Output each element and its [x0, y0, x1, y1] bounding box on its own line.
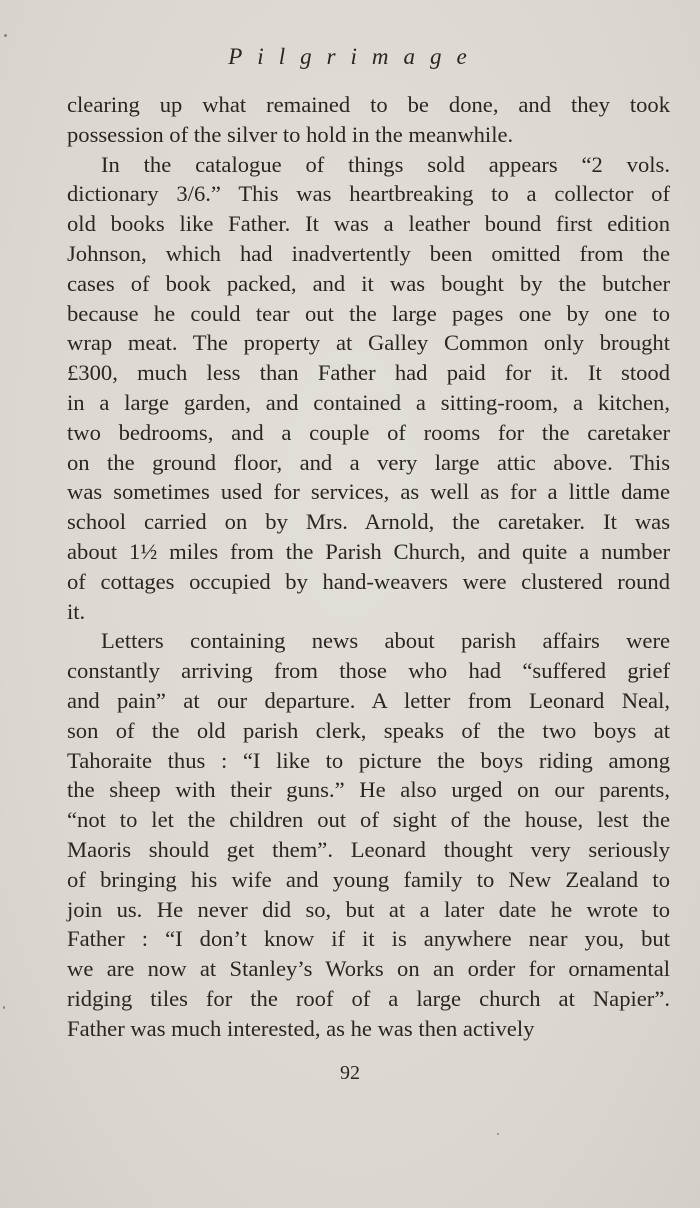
text-line: old books like Father. It was a leather bound first edition	[67, 211, 670, 237]
text-line: we are now at Stanley’s Works on an order for ornamental	[67, 956, 670, 982]
paragraph	[67, 90, 670, 150]
text-line: of bringing his wife and young family to New Zealand to	[67, 866, 670, 892]
text-line: was sometimes used for services, as well as for a little dame	[67, 479, 670, 505]
text-line: In the catalogue of things sold appears “2 vols.	[101, 151, 670, 177]
text-line: Father was much interested, as he was then actively	[67, 1015, 535, 1041]
text-line: cases of book packed, and it was bought by the butcher	[67, 270, 670, 296]
text-line: on the ground floor, and a very large attic above. This	[67, 449, 670, 475]
text-line: dictionary 3/6.” This was heartbreaking to a collector of	[67, 181, 670, 207]
body-text	[67, 90, 670, 1044]
text-line: and pain” at our departure. A letter from Leonard Neal,	[67, 687, 670, 713]
text-line: Johnson, which had inadvertently been omitted from the	[67, 240, 670, 266]
text-line: two bedrooms, and a couple of rooms for the caretaker	[67, 419, 670, 445]
text-line: £300, much less than Father had paid for it. It stood	[67, 360, 670, 386]
text-line: in a large garden, and contained a sitting-room, a kitchen,	[67, 389, 670, 415]
text-line: it.	[67, 598, 86, 624]
text-line: because he could tear out the large pages one by one to	[67, 300, 670, 326]
text-line: the sheep with their guns.” He also urged on our parents,	[67, 777, 670, 803]
text-line: wrap meat. The property at Galley Common only brought	[67, 330, 670, 356]
text-line: possession of the silver to hold in the meanwhile.	[67, 121, 514, 147]
paragraph	[67, 626, 670, 1043]
text-line: about 1½ miles from the Parish Church, and quite a number	[67, 538, 670, 564]
text-line: join us. He never did so, but at a later date he wrote to	[67, 896, 670, 922]
paper-speck	[4, 34, 7, 37]
text-line: son of the old parish clerk, speaks of the two boys at	[67, 717, 670, 743]
text-line: Father : “I don’t know if it is anywhere near you, but	[67, 926, 670, 952]
text-line: ridging tiles for the roof of a large church at Napier”.	[67, 985, 670, 1011]
text-line: Maoris should get them”. Leonard thought very seriously	[67, 836, 670, 862]
running-head: Pilgrimage	[228, 44, 482, 69]
text-line: constantly arriving from those who had “suffered grief	[67, 658, 670, 684]
text-line: clearing up what remained to be done, and they took	[67, 92, 670, 117]
text-line: Tahoraite thus : “I like to picture the boys riding among	[67, 747, 670, 773]
text-line: Letters containing news about parish affairs were	[101, 628, 670, 654]
text-line: school carried on by Mrs. Arnold, the caretaker. It was	[67, 509, 670, 535]
page-number: 92	[340, 1062, 360, 1084]
paper-speck	[497, 1133, 499, 1135]
text-line: of cottages occupied by hand-weavers were clustered round	[67, 568, 670, 594]
paragraph	[67, 150, 670, 627]
text-line: “not to let the children out of sight of the house, lest the	[67, 807, 670, 833]
paper-speck	[3, 1006, 5, 1009]
